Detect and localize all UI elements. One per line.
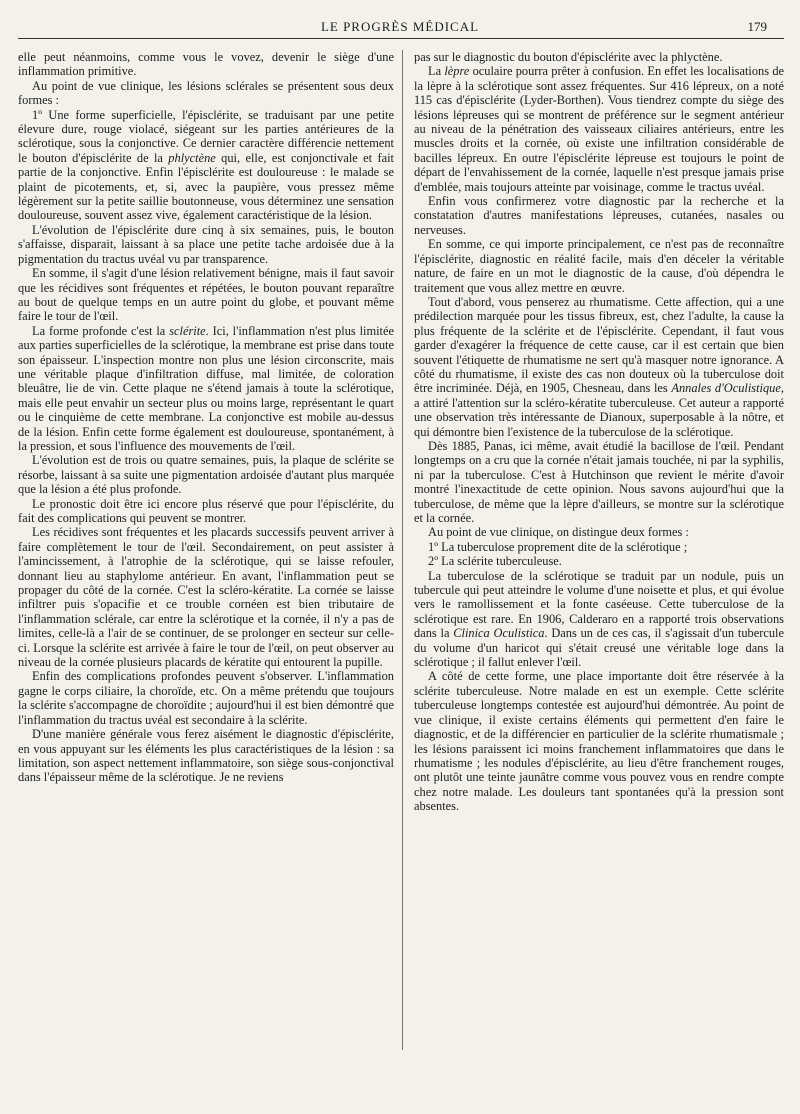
paragraph: Enfin des complications profondes peuvent s'observer. L'inflammation gagne le corps ciliaire, la choroïde, etc. On a même prétendu que toujours la sclérite s'accompagne de choroïdite ; aujourd'hui il est bien démontré que l'inflammation du tractus uvéal est secondaire à la sclérite. — [18, 669, 394, 727]
running-head — [0, 18, 800, 36]
paragraph: A côté de cette forme, une place importante doit être réservée à la sclérite tuberculeuse. Notre malade en est un exemple. Cette sclérite tuberculeuse longtemps contestée est aujourd'hui démontrée. Au point de vue clinique, il existe certains éléments qui permettent d'en faire le diagnostic, et de la différencier en particulier de la sclérite rhumatismale ; les lésions paraissent ici moins franchement inflammatoires que dans le rhumatisme ; les nodules d'épisclérite, au lieu d'être franchement rouges, ont plutôt une teinte jaunâtre comme vous pouvez vous en rendre compte chez notre malade. Les douleurs tant spontanées qu'à la pression sont absentes. — [414, 669, 784, 814]
italic-term: lèpre — [444, 64, 470, 79]
paragraph: L'évolution de l'épisclérite dure cinq à six semaines, puis, le bouton s'affaisse, disparait, laissant à sa place une petite tache ardoisée due à la pigmentation du tractus uvéal vu par transparence. — [18, 222, 394, 266]
italic-term: sclérite — [169, 323, 206, 338]
paragraph: La lèpre oculaire pourra prêter à confusion. En effet les localisations de la lèpre à la sclérotique sont assez fréquentes. Sur 416 lépreux, on a noté 115 cas d'épisclérite (Lyder-Borthen). Vous tiendrez compte du siège des lésions lépreuses qui se montrent de préférence sur le segment antérieur au niveau de la pénétration des vaisseaux ciliaires antérieurs, entre les muscles droits et la cornée, où existe une infiltration considérable de bacilles lépreux. En outre l'épisclérite lépreuse est toujours le point de départ de l'envahissement de la cornée, laquelle n'est presque jamais prise d'emblée, mais toujours atteinte par voisinage, comme le tractus uvéal. — [414, 64, 785, 194]
paragraph: Le pronostic doit être ici encore plus réservé que pour l'épisclérite, du fait des complications qui peuvent se montrer. — [18, 496, 394, 525]
right-column — [414, 50, 784, 814]
paragraph: L'évolution est de trois ou quatre semaines, puis, la plaque de sclérite se résorbe, laissant à sa suite une pigmentation ardoisée d'autant plus marquée que la lésion a été plus profonde. — [18, 453, 394, 497]
journal-title: LE PROGRÈS MÉDICAL — [320, 19, 480, 34]
paragraph: Au point de vue clinique, les lésions sclérales se présentent sous deux formes : — [18, 78, 394, 108]
italic-term: phlyctène — [168, 150, 216, 165]
paragraph: D'une manière générale vous ferez aisément le diagnostic d'épisclérite, en vous appuyant sur les éléments les plus caractéristiques de la lésion : sa limitation, son aspect nettement inflammatoire, son siège sous-conjonctival dans l'épaisseur même de la sclérotique. Je ne reviens — [18, 727, 394, 785]
column-divider — [402, 50, 403, 1050]
paragraph: 1º La tuberculose proprement dite de la sclérotique ; — [428, 539, 688, 554]
italic-term: Clinica Oculistica — [453, 626, 545, 641]
paragraph: Les récidives sont fréquentes et les placards successifs peuvent arriver à faire complètement le tour de l'œil. Secondairement, on peut assister à l'amincissement, à l'atrophie de la sclérotique, qui se laisse refouler, donnant lieu au staphylome antérieur. En avant, l'inflammation peut se propager du côté de la cornée. C'est la scléro-kératite. La cornée se laisse infiltrer puis s'opacifie et ce trouble cornéen est bien tributaire de l'inflammation sclérale, car entre la sclérotique et la cornée, il n'y a pas de limites, celle-là a l'air de se continuer, de se prolonger en secteur sur celle-ci. Lorsque la sclérite est arrivée à faire le tour de l'œil, on peut observer au niveau de la cornée plusieurs placards de kératite qui entourent la pupille. — [18, 525, 394, 670]
paragraph: 2º La sclérite tuberculeuse. — [428, 554, 562, 569]
paragraph: Tout d'abord, vous penserez au rhumatisme. Cette affection, qui a une prédilection marquée pour les tissus fibreux, est, chez l'adulte, la cause la plus fréquente de la sclérite et de l'épisclérite. Cependant, il faut vous garder d'exagérer la fréquence de cette cause, car il est certain que bien souvent l'étiquette de rhumatisme ne sert qu'à masquer notre ignorance. A côté du rhumatisme, il existe des cas non douteux où la tuberculose doit être incriminée. Déjà, en 1905, Chesneau, dans les Annales d'Oculistique, a attiré l'attention sur la scléro-kératite tuberculeuse. Cet auteur a rapporté une observation très intéressante de Dianoux, superposable à la nôtre, et qui démontre bien l'existence de la tuberculose de la sclérotique. — [414, 294, 784, 439]
paragraph: En somme, ce qui importe principalement, ce n'est pas de reconnaître l'épisclérite, diagnostic en réalité facile, mais d'en déceler la véritable nature, de faire en un mot le diagnostic de la cause, d'où dépendra le traitement que vous allez mettre en œuvre. — [414, 237, 784, 295]
paragraph: La tuberculose de la sclérotique se traduit par un nodule, puis un tubercule qui peut atteindre le volume d'une noisette et plus, et qui évolue vers le ramollissement et la fonte caséeuse. Cette tuberculose de la sclérotique est rare. En 1906, Calderaro en a rapporté trois observations dans la Clinica Oculistica. Dans un de ces cas, il s'agissait d'un tubercule du volume d'un haricot qui s'était creusé une véritable loge dans la sclérotique ; il fallut enlever l'œil. — [414, 568, 785, 670]
paragraph: En somme, il s'agit d'une lésion relativement bénigne, mais il faut savoir que les récidives sont fréquentes et répétées, le bouton pouvant reparaître au bout de quelque temps en un autre point du globe, et pouvant même faire le tour de l'œil. — [18, 266, 394, 324]
header-rule — [18, 38, 784, 39]
page-number: 179 — [747, 19, 767, 34]
paragraph: Dès 1885, Panas, ici même, avait étudié la bacillose de l'œil. Pendant longtemps on a cru que la cornée n'était jamais touchée, ni par la syphilis, ni par la tuberculose. C'est à Hutchinson que revient le mérite d'avoir montré l'inexactitude de cette opinion. Nous savons aujourd'hui que la tuberculose, de même que la lèpre d'ailleurs, se montre sur la sclérotique et la cornée. — [414, 438, 784, 525]
paragraph: pas sur le diagnostic du bouton d'épisclérite avec la phlyctène. — [414, 50, 723, 64]
paragraph: elle peut néanmoins, comme vous le vovez, devenir le siège d'une inflammation primitive. — [18, 50, 394, 79]
paragraph: Enfin vous confirmerez votre diagnostic par la recherche et la constatation d'autres manifestations lépreuses, cutanées, nasales ou nerveuses. — [414, 194, 784, 237]
left-column — [18, 50, 394, 785]
paragraph: Au point de vue clinique, on distingue deux formes : — [428, 525, 689, 540]
paragraph: La forme profonde c'est la sclérite. Ici, l'inflammation n'est plus limitée aux parties superficielles de la sclérotique, la membrane est prise dans toute son épaisseur. L'inspection montre non plus une lésion circonscrite, mais une véritable plaque d'infiltration diffuse, mal limitée, de coloration bleuâtre, lie de vin. Cette plaque ne s'étend jamais à toute la sclérotique, mais elle peut envahir un secteur plus ou moins large, représentant le quart ou le cinquième de cette membrane. La conjonctive est mobile au-dessus de la lésion. Enfin cette forme également est douloureuse, spontanément, à la pression, et sous l'influence des mouvements de l'œil. — [18, 323, 394, 453]
italic-term: Annales d'Oculistique — [671, 381, 781, 396]
paragraph: 1º Une forme superficielle, l'épisclérite, se traduisant par une petite élevure dure, rouge violacé, siégeant sur les parties antérieures de la sclérotique, sous la conjonctive. Ce dernier caractère différencie nettement le bouton d'épisclérite de la phlyctène qui, elle, est conjonctivale et fait partie de la conjonctive. Enfin l'épisclérite est douloureuse : le malade se plaint de picotements, et, si, avec la paupière, vous pressez même légèrement sur la petite saillie boutonneuse, vous déterminez une sensation douloureuse, souvent assez vive, également caractéristique de la lésion. — [18, 107, 394, 223]
